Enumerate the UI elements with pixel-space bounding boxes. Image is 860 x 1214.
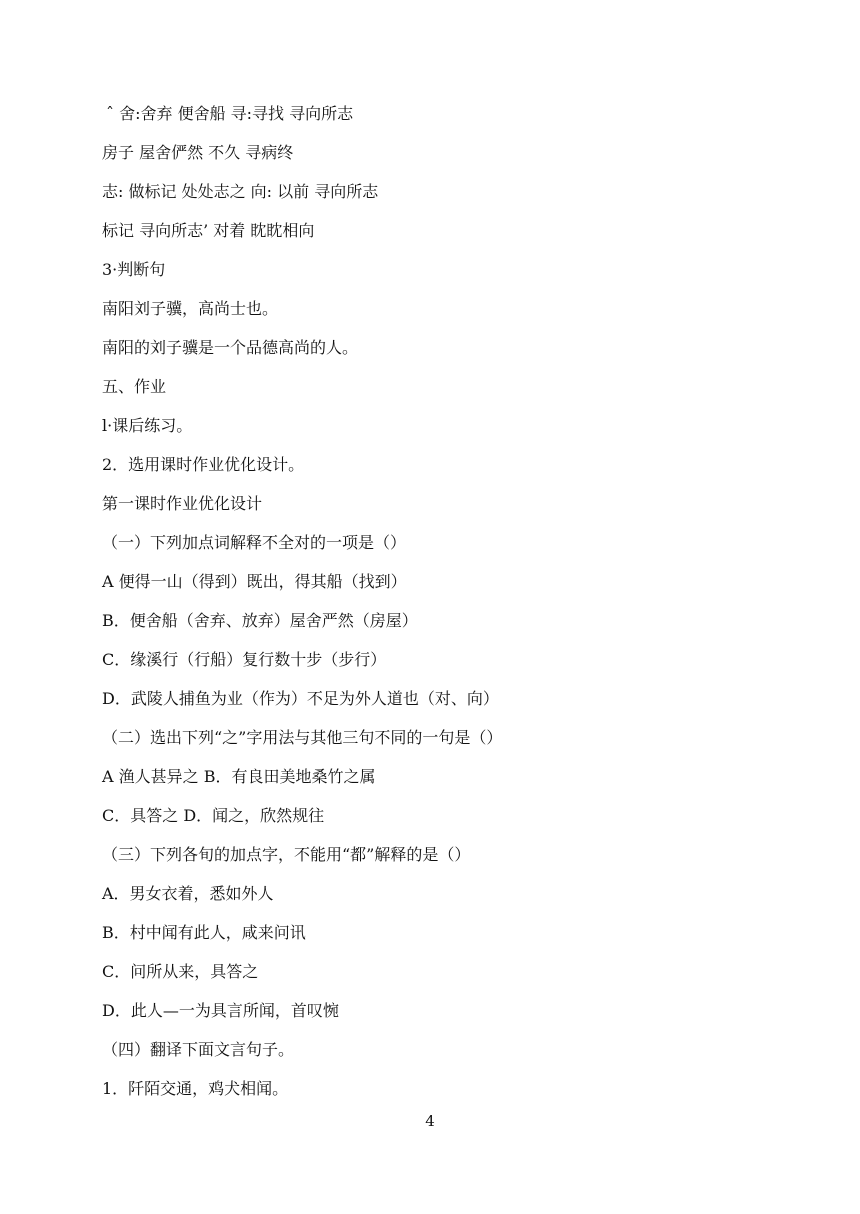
text-line: l·课后练习。 <box>102 416 193 435</box>
text-line: 1．阡陌交通，鸡犬相闻。 <box>102 1079 289 1098</box>
option-line: A．男女衣着，悉如外人 <box>102 884 274 903</box>
text-line: 3·判断句 <box>102 260 166 279</box>
text-line: 房子 屋舍俨然 不久 寻病终 <box>102 143 294 162</box>
subsection-heading: 第一课时作业优化设计 <box>102 494 263 513</box>
text-line: ˆ 舍:舍弃 便舍船 寻:寻找 寻向所志 <box>106 104 354 123</box>
page-number: 4 <box>425 1112 435 1130</box>
text-line: 南阳刘子骥，高尚士也。 <box>102 299 279 318</box>
text-line: 标记 寻向所志’ 对着 眈眈相向 <box>102 221 315 240</box>
text-line: 志: 做标记 处处志之 向: 以前 寻向所志 <box>102 182 379 201</box>
option-line: A 便得一山（得到）既出，得其船（找到） <box>102 572 407 591</box>
section-heading: 五、作业 <box>102 377 167 396</box>
option-line: C．缘溪行（行船）复行数十步（步行） <box>102 650 387 669</box>
option-line: B．便舍船（舍弃、放弃）屋舍严然（房屋） <box>102 611 418 630</box>
question-line: （三）下列各旬的加点字，不能用“都”解释的是（） <box>102 845 471 864</box>
option-line: A 渔人甚异之 B．有良田美地桑竹之属 <box>102 767 376 786</box>
text-line: 南阳的刘子骥是一个品德高尚的人。 <box>102 338 359 357</box>
question-line: （二）选出下列“之”字用法与其他三句不同的一句是（） <box>102 728 503 747</box>
option-line: B．村中闻有此人，咸来问讯 <box>102 923 306 942</box>
text-line: 2．选用课时作业优化设计。 <box>102 455 305 474</box>
option-line: C．问所从来，具答之 <box>102 962 259 981</box>
question-line: （四）翻译下面文言句子。 <box>102 1040 295 1059</box>
option-line: C．具答之 D．闻之，欣然规往 <box>102 806 325 825</box>
question-line: （一）下列加点词解释不全对的一项是（） <box>102 533 407 552</box>
option-line: D．此人—一为具言所闻，首叹惋 <box>102 1001 339 1020</box>
option-line: D．武陵人捕鱼为业（作为）不足为外人道也（对、向） <box>102 689 499 708</box>
